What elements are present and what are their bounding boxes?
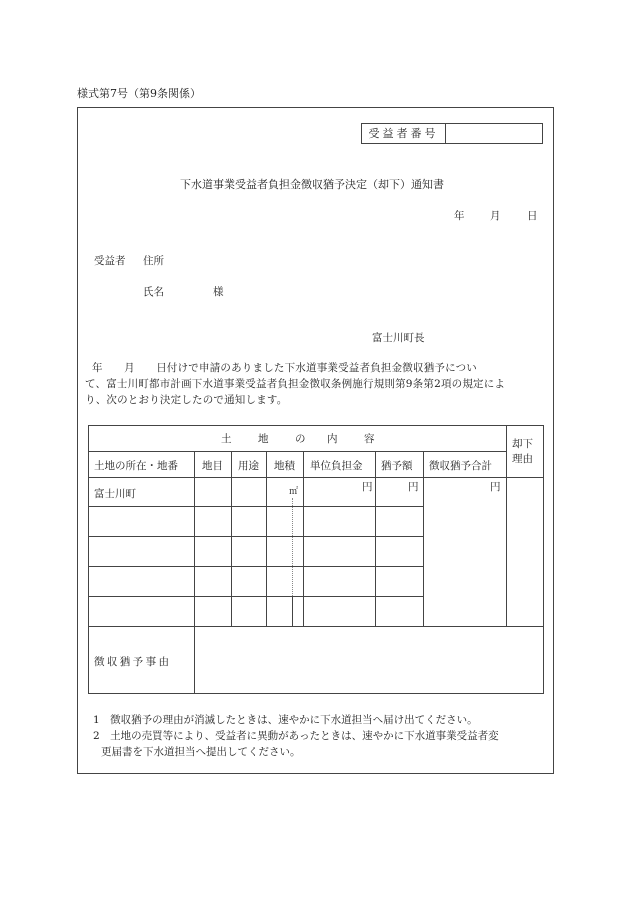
date-month-label: 月	[490, 210, 501, 222]
table-cell-unit-charge-unit: 円	[362, 481, 373, 493]
column-header-deferred-amount: 猶予額	[381, 460, 413, 472]
reason-label-char: 収	[106, 656, 118, 668]
column-header-area: 地積	[274, 460, 295, 472]
column-header-deferral-total: 徴収猶予合計	[429, 460, 492, 472]
group-header-char-4: 内	[327, 433, 338, 445]
date-day-label: 日	[527, 210, 538, 222]
column-header-usage: 用途	[238, 460, 259, 472]
column-header-unit-charge: 単位負担金	[310, 460, 363, 472]
address-label: 住所	[143, 255, 164, 267]
table-cell-deferred-amount-unit: 円	[408, 481, 419, 493]
column-header-land-category: 地目	[202, 460, 223, 472]
name-label: 氏名	[143, 286, 164, 298]
reason-label-char: 猶	[119, 656, 131, 668]
body-text-line-3: り、次のとおり決定したので通知します。	[85, 394, 288, 406]
column-header-location: 土地の所在・地番	[94, 460, 178, 472]
note-2: 2 土地の売買等により、受益者に異動があったときは、速やかに下水道事業受益者変	[93, 730, 499, 742]
reason-label-char: 徴	[94, 656, 105, 668]
reason-label-char: 由	[158, 656, 169, 668]
form-number-label: 様式第7号（第9条関係）	[77, 87, 201, 100]
group-header-char-5: 容	[364, 433, 375, 445]
table-cell-area-unit: ㎡	[289, 487, 299, 497]
group-header-char-2: 地	[258, 433, 269, 445]
body-text-line-1: 年 月 日付けで申請のありました下水道事業受益者負担金徴収猶予につい	[92, 362, 477, 374]
body-text-line-2: て、富士川町都市計画下水道事業受益者負担金徴収条例施行規則第9条第2項の規定によ	[85, 378, 506, 390]
table-cell-total-unit: 円	[490, 481, 501, 493]
honorific-label: 様	[213, 286, 224, 298]
date-year-label: 年	[454, 210, 465, 222]
document-title: 下水道事業受益者負担金徴収猶予決定（却下）通知書	[180, 178, 444, 191]
reason-label-char: 事	[145, 656, 157, 668]
rejection-reason-header-line-2: 理由	[512, 453, 533, 465]
deferral-reason-label	[94, 654, 169, 669]
note-2-continued: 更届書を下水道担当へ提出してください。	[101, 746, 301, 758]
rejection-reason-header-line-1: 却下	[512, 438, 533, 450]
beneficiary-number-box	[361, 123, 543, 144]
beneficiary-number-label: 受益者番号	[362, 124, 446, 143]
group-header-char-3: の	[295, 433, 306, 445]
sender-name: 富士川町長	[372, 332, 425, 344]
note-1: 1 徴収猶予の理由が消滅したときは、速やかに下水道担当へ届け出てください。	[93, 714, 478, 726]
recipient-label: 受益者	[94, 255, 126, 267]
deferral-reason-field[interactable]	[196, 628, 542, 692]
group-header-char-1: 土	[221, 433, 232, 445]
table-cell-location: 富士川町	[94, 488, 136, 500]
reason-label-char: 予	[132, 656, 144, 668]
